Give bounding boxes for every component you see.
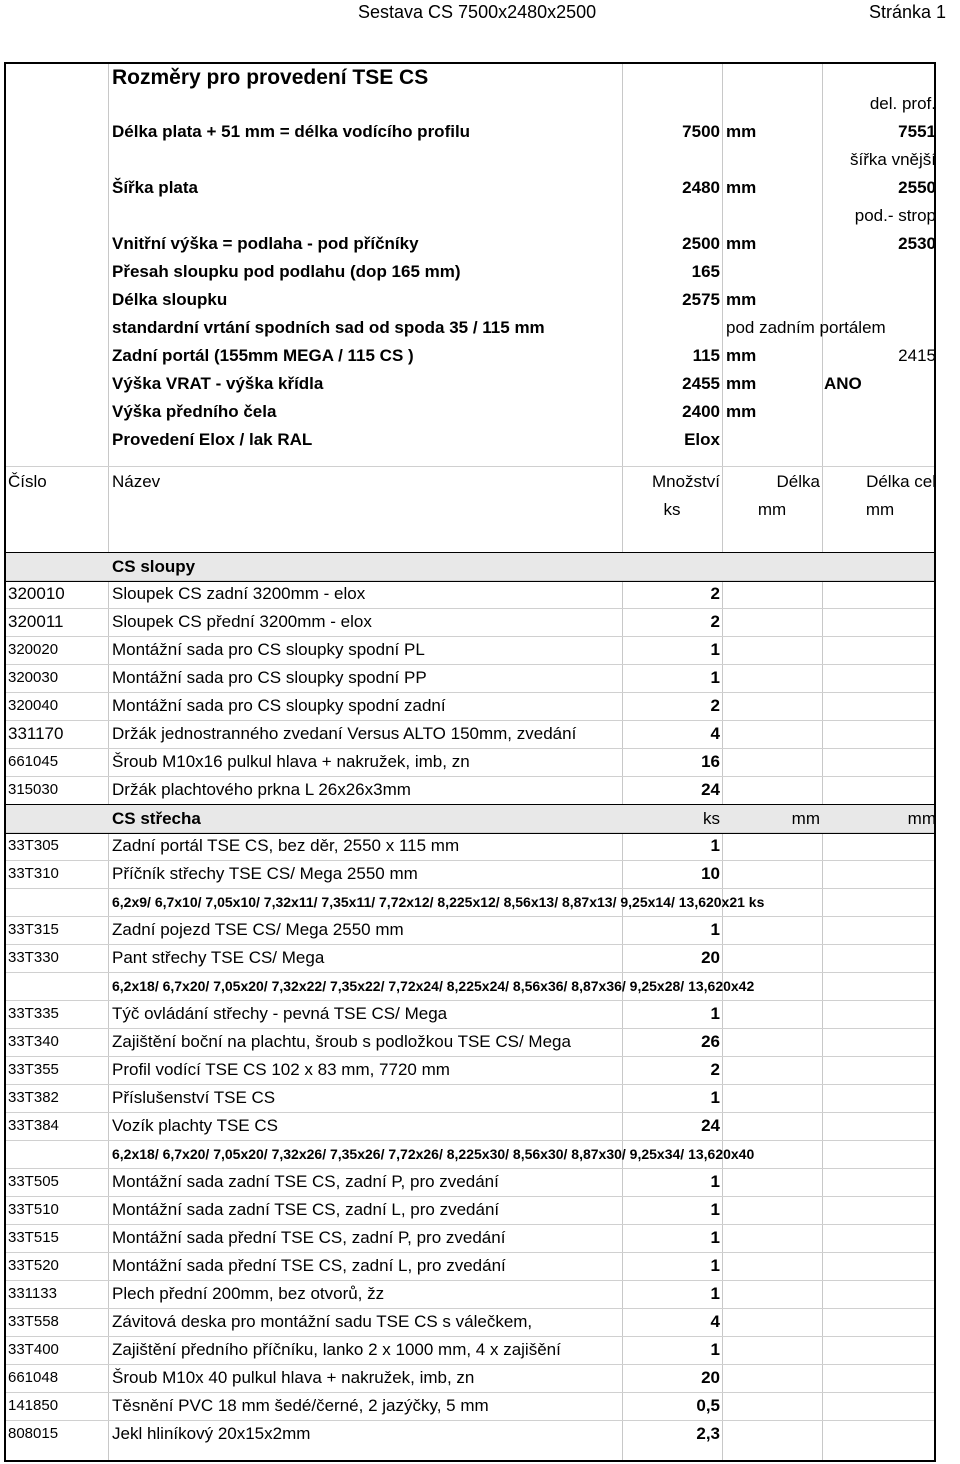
- item-number: 320030: [8, 669, 59, 686]
- item-quantity: 10: [701, 864, 720, 883]
- item-quantity: 16: [701, 752, 720, 771]
- item-name: Vozík plachty TSE CS: [112, 1116, 278, 1135]
- dims-row: [4, 230, 936, 258]
- dims-label: Výška VRAT - výška křídla: [112, 374, 324, 393]
- item-quantity: 1: [710, 668, 720, 687]
- dims-row: [4, 146, 936, 174]
- dims-unit: mm: [726, 374, 757, 393]
- dims-unit: pod zadním portálem: [726, 318, 886, 337]
- item-name: Profil vodící TSE CS 102 x 83 mm, 7720 mm: [112, 1060, 450, 1079]
- item-number: 33T558: [8, 1313, 59, 1330]
- table-row: [4, 832, 936, 860]
- dims-value: 7500: [682, 122, 720, 141]
- item-quantity: 0,5: [696, 1396, 720, 1415]
- item-name: Šroub M10x 40 pulkul hlava + nakružek, imb, zn: [112, 1368, 475, 1387]
- column-units-row: [4, 496, 936, 524]
- col-qty-unit: ks: [663, 500, 681, 519]
- table-row: [4, 860, 936, 888]
- item-name: Týč ovládání střechy - pevná TSE CS/ Mega: [112, 1004, 448, 1023]
- section-header: [4, 552, 936, 582]
- item-name: Montážní sada zadní TSE CS, zadní L, pro zvedání: [112, 1200, 500, 1219]
- dims-unit: mm: [726, 402, 757, 421]
- dims-label: Přesah sloupku pod podlahu (dop 165 mm): [112, 262, 461, 281]
- item-number: 33T330: [8, 949, 59, 966]
- item-name: Sloupek CS přední 3200mm - elox: [112, 612, 372, 631]
- dims-unit: mm: [726, 234, 757, 253]
- item-quantity: 1: [710, 920, 720, 939]
- item-name: Závitová deska pro montážní sadu TSE CS s válečkem,: [112, 1312, 533, 1331]
- item-name: Montážní sada pro CS sloupky spodní zadní: [112, 696, 446, 715]
- item-number: 33T505: [8, 1173, 59, 1190]
- dims-value: 2455: [682, 374, 720, 393]
- dims-label: Délka sloupku: [112, 290, 228, 309]
- item-quantity: 4: [710, 724, 720, 743]
- table-row: [4, 1224, 936, 1252]
- item-quantity: 2: [710, 1060, 720, 1079]
- table-row: [4, 776, 936, 804]
- dims-extra: [824, 398, 936, 426]
- item-number: 33T315: [8, 921, 59, 938]
- table-row: [4, 664, 936, 692]
- dims-label: [112, 202, 622, 230]
- dims-extra: šířka vnější: [850, 150, 936, 169]
- item-number: 661048: [8, 1369, 59, 1386]
- dims-label: Zadní portál (155mm MEGA / 115 CS ): [112, 346, 414, 365]
- dims-row: [4, 202, 936, 230]
- section-title: CS střecha: [112, 809, 201, 828]
- item-quantity: 24: [701, 780, 720, 799]
- table-row: [4, 1364, 936, 1392]
- table-row: [4, 1336, 936, 1364]
- table-row: [4, 720, 936, 748]
- item-quantity: 20: [701, 948, 720, 967]
- item-variants: 6,2x18/ 6,7x20/ 7,05x20/ 7,32x26/ 7,35x26/ 7,72x26/ 8,225x30/ 8,56x30/ 8,87x30/ 9,25x34/ 13,620x40: [112, 1146, 755, 1162]
- table-row: [4, 580, 936, 608]
- item-number: 320040: [8, 697, 59, 714]
- item-name: Zadní pojezd TSE CS/ Mega 2550 mm: [112, 920, 404, 939]
- dims-extra: 7551: [898, 122, 936, 141]
- item-name: Příslušenství TSE CS: [112, 1088, 276, 1107]
- item-name: Sloupek CS zadní 3200mm - elox: [112, 584, 366, 603]
- dims-row: [4, 342, 936, 370]
- item-name: Montážní sada pro CS sloupky spodní PP: [112, 668, 427, 687]
- item-number: 33T340: [8, 1033, 59, 1050]
- dims-title: Rozměry pro provedení TSE CS: [112, 66, 429, 89]
- col-id-header: Číslo: [8, 472, 47, 491]
- item-number: 315030: [8, 781, 59, 798]
- table-row: [4, 1308, 936, 1336]
- dims-unit: mm: [726, 346, 757, 365]
- item-quantity: 1: [710, 1004, 720, 1023]
- dims-value: 2400: [682, 402, 720, 421]
- dims-extra: [824, 426, 936, 454]
- item-quantity: 2: [710, 584, 720, 603]
- col-name-header: Název: [112, 472, 161, 491]
- item-name: Zajištění boční na plachtu, šroub s podložkou TSE CS/ Mega: [112, 1032, 571, 1051]
- table-row: [4, 1112, 936, 1140]
- item-quantity: 1: [710, 1228, 720, 1247]
- dims-extra: [824, 286, 936, 314]
- dims-row: [4, 426, 936, 454]
- item-name: Příčník střechy TSE CS/ Mega 2550 mm: [112, 864, 418, 883]
- item-number: 331133: [8, 1285, 57, 1302]
- col-lenc-header: Délka cel: [866, 472, 936, 491]
- item-name: Pant střechy TSE CS/ Mega: [112, 948, 325, 967]
- table-row: [4, 748, 936, 776]
- item-quantity: 4: [710, 1312, 720, 1331]
- item-quantity: 26: [701, 1032, 720, 1051]
- dims-value: 165: [691, 262, 720, 281]
- item-number: 33T382: [8, 1089, 59, 1106]
- item-number: 320011: [8, 612, 64, 631]
- col-lenc-unit: mm: [865, 500, 895, 519]
- table-row: [4, 1084, 936, 1112]
- dims-extra: del. prof.: [869, 94, 936, 113]
- dims-unit: mm: [726, 178, 757, 197]
- item-number: 141850: [8, 1397, 59, 1414]
- dims-label: [112, 90, 622, 118]
- page-header: [0, 0, 960, 28]
- item-quantity: 1: [710, 836, 720, 855]
- table-row: [4, 1028, 936, 1056]
- item-name: Šroub M10x16 pulkul hlava + nakružek, imb, zn: [112, 752, 470, 771]
- section-lenc-unit: mm: [907, 809, 936, 828]
- document-title: Sestava CS 7500x2480x2500: [358, 2, 597, 22]
- column-header-row: [4, 468, 936, 496]
- section-len-unit: mm: [791, 809, 820, 828]
- dims-label: Výška předního čela: [112, 402, 277, 421]
- dims-value: 2500: [682, 234, 720, 253]
- dims-value: [624, 146, 720, 174]
- section-header: [4, 804, 936, 834]
- table-row: [4, 1056, 936, 1084]
- item-name: Montážní sada zadní TSE CS, zadní P, pro zvedání: [112, 1172, 499, 1191]
- table-row: [4, 1392, 936, 1420]
- item-number: 808015: [8, 1425, 59, 1442]
- dims-value: 115: [692, 346, 720, 365]
- col-len-header: Délka: [776, 472, 820, 491]
- dims-row: [4, 90, 936, 118]
- item-variants: 6,2x9/ 6,7x10/ 7,05x10/ 7,32x11/ 7,35x11/ 7,72x12/ 8,225x12/ 8,56x13/ 8,87x13/ 9,25x14/ 13,620x21 ks: [112, 894, 765, 910]
- item-number: 320010: [8, 584, 65, 603]
- table-row: [4, 1420, 936, 1448]
- item-variants: 6,2x18/ 6,7x20/ 7,05x20/ 7,32x22/ 7,35x22/ 7,72x24/ 8,225x24/ 8,56x36/ 8,87x36/ 9,25x28/ 13,620x42: [112, 978, 755, 994]
- item-quantity: 20: [701, 1368, 720, 1387]
- table-row: [4, 1000, 936, 1028]
- item-name: Jekl hliníkový 20x15x2mm: [112, 1424, 311, 1443]
- dims-unit: mm: [726, 122, 757, 141]
- dims-row: [4, 174, 936, 202]
- dims-extra: 2530: [898, 234, 936, 253]
- dims-label: [112, 146, 622, 174]
- dims-row: [4, 258, 936, 286]
- dims-unit: mm: [726, 290, 757, 309]
- item-number: 33T310: [8, 865, 59, 882]
- dims-label: Délka plata + 51 mm = délka vodícího profilu: [112, 122, 471, 141]
- item-number: 33T335: [8, 1005, 59, 1022]
- item-name: Těsnění PVC 18 mm šedé/černé, 2 jazýčky, 5 mm: [112, 1396, 489, 1415]
- item-sub-row: [4, 972, 936, 1000]
- dims-row: [4, 286, 936, 314]
- dims-value: Elox: [684, 430, 720, 449]
- dims-title-row: [4, 64, 936, 92]
- page-number: Stránka 1: [868, 2, 946, 22]
- item-quantity: 2: [710, 612, 720, 631]
- table-row: [4, 692, 936, 720]
- item-name: Plech přední 200mm, bez otvorů, žz: [112, 1284, 385, 1303]
- dims-extra: pod.- strop: [854, 206, 936, 225]
- item-quantity: 2,3: [696, 1424, 720, 1443]
- dims-value: 2480: [682, 178, 720, 197]
- table-row: [4, 916, 936, 944]
- dims-extra: ANO: [824, 374, 862, 393]
- item-name: Montážní sada přední TSE CS, zadní L, pro zvedání: [112, 1256, 506, 1275]
- table-row: [4, 1280, 936, 1308]
- table-row: [4, 1252, 936, 1280]
- table-row: [4, 944, 936, 972]
- item-name: Montážní sada přední TSE CS, zadní P, pro zvedání: [112, 1228, 506, 1247]
- dims-label: Provedení Elox / lak RAL: [112, 430, 313, 449]
- item-quantity: 1: [710, 1172, 720, 1191]
- dims-extra: 2415: [898, 346, 936, 365]
- dims-label: standardní vrtání spodních sad od spoda 35 / 115 mm: [112, 318, 545, 337]
- dims-value: [624, 314, 720, 342]
- item-quantity: 1: [710, 1340, 720, 1359]
- dims-row: [4, 314, 936, 342]
- dims-value: 2575: [682, 290, 720, 309]
- section-title: CS sloupy: [112, 557, 196, 576]
- item-number: 33T355: [8, 1061, 59, 1078]
- item-quantity: 1: [710, 1088, 720, 1107]
- item-number: 33T510: [8, 1201, 59, 1218]
- dims-row: [4, 118, 936, 146]
- table-row: [4, 608, 936, 636]
- col-qty-header: Množství: [651, 472, 720, 491]
- dims-value: [624, 90, 720, 118]
- item-quantity: 1: [710, 1256, 720, 1275]
- item-number: 33T384: [8, 1117, 59, 1134]
- dims-value: [624, 202, 720, 230]
- section-qty-unit: ks: [703, 809, 720, 828]
- item-sub-row: [4, 888, 936, 916]
- item-sub-row: [4, 1140, 936, 1168]
- item-number: 33T515: [8, 1229, 59, 1246]
- spreadsheet: [4, 62, 936, 1462]
- dims-label: Šířka plata: [112, 178, 198, 197]
- item-quantity: 1: [710, 640, 720, 659]
- dims-label: Vnitřní výška = podlaha - pod příčníky: [112, 234, 419, 253]
- item-name: Držák plachtového prkna L 26x26x3mm: [112, 780, 411, 799]
- dims-row: [4, 370, 936, 398]
- item-quantity: 1: [710, 1284, 720, 1303]
- item-number: 661045: [8, 753, 59, 770]
- table-row: [4, 1168, 936, 1196]
- dims-row: [4, 398, 936, 426]
- item-number: 33T400: [8, 1341, 59, 1358]
- dims-extra: [824, 314, 936, 342]
- item-quantity: 2: [710, 696, 720, 715]
- item-number: 320020: [8, 641, 59, 658]
- item-name: Montážní sada pro CS sloupky spodní PL: [112, 640, 425, 659]
- item-quantity: 1: [710, 1200, 720, 1219]
- item-name: Zajištění předního příčníku, lanko 2 x 1000 mm, 4 x zajišění: [112, 1340, 561, 1359]
- item-number: 331170: [8, 724, 64, 743]
- item-name: Držák jednostranného zvedaní Versus ALTO 150mm, zvedání: [112, 724, 577, 743]
- table-row: [4, 636, 936, 664]
- col-len-unit: mm: [757, 500, 787, 519]
- dims-extra: [824, 258, 936, 286]
- item-number: 33T305: [8, 837, 59, 854]
- table-row: [4, 1196, 936, 1224]
- item-number: 33T520: [8, 1257, 59, 1274]
- dims-extra: 2550: [898, 178, 936, 197]
- item-quantity: 24: [701, 1116, 720, 1135]
- item-name: Zadní portál TSE CS, bez děr, 2550 x 115 mm: [112, 836, 460, 855]
